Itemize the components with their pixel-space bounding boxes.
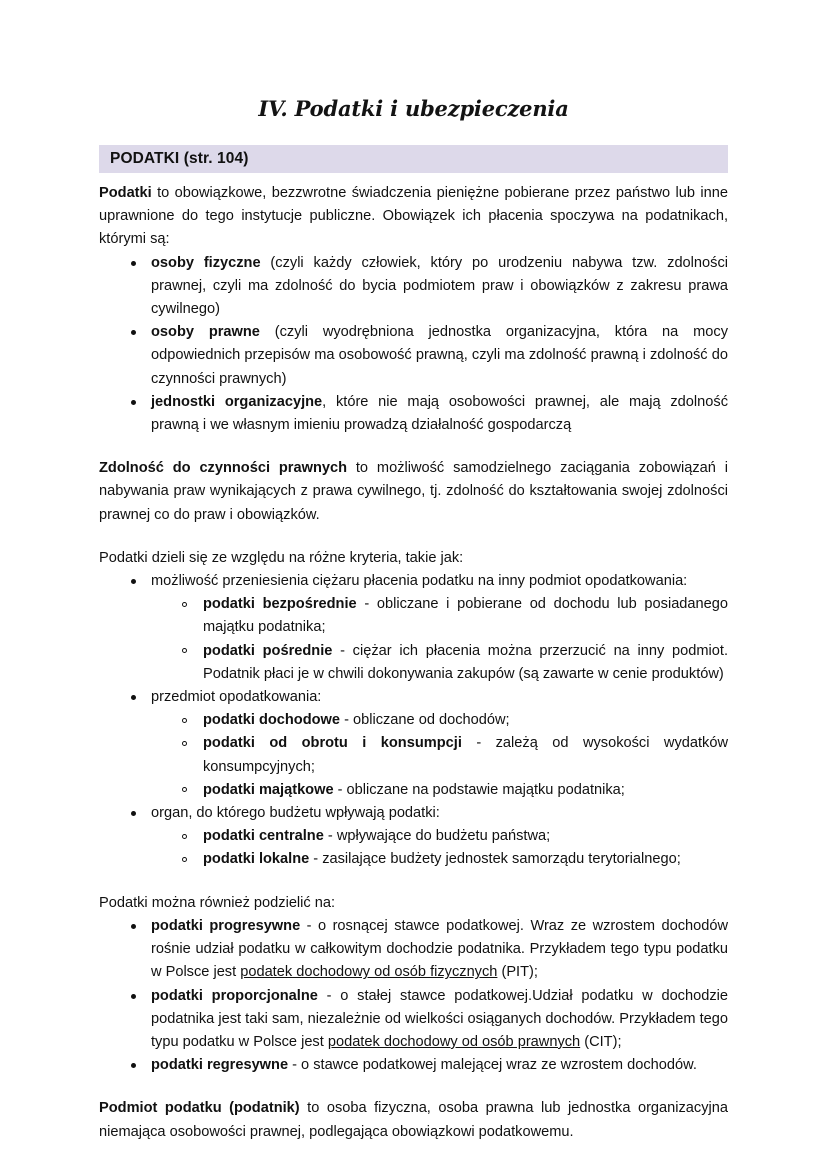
list-item	[99, 686, 728, 802]
list-item	[151, 779, 728, 802]
page-title: IV. Podatki i ubezpieczenia	[258, 96, 569, 121]
list-item-text: - obliczane na podstawie majątku podatnika;	[333, 781, 625, 798]
list-item-term: podatki regresywne	[151, 1057, 289, 1074]
list-item	[151, 732, 728, 778]
list-item	[99, 802, 728, 872]
bullet-circle-icon	[182, 718, 187, 723]
criteria-heading: możliwość przeniesienia ciężaru płacenia podatku na inny podmiot opodatkowania:	[151, 573, 688, 590]
list-item-term: podatki dochodowe	[203, 712, 341, 729]
criteria-heading: organ, do którego budżetu wpływają podatki:	[151, 805, 440, 822]
bullet-disc-icon	[131, 994, 136, 999]
rates-list	[99, 915, 728, 1077]
bullet-disc-icon	[131, 400, 136, 405]
list-item-text: (czyli każdy człowiek, który po urodzeniu nabywa tzw. zdolności prawnej, czyli ma zdolność do bycia podmiotem praw i obowiązków z zakresu prawa cywilnego)	[151, 254, 728, 318]
bullet-disc-icon	[131, 924, 136, 929]
bullet-circle-icon	[182, 857, 187, 862]
list-item-text: (czyli wyodrębniona jednostka organizacyjna, która na mocy odpowiednich przepisów ma osobowość prawną, czyli ma zdolność prawną i zdolność do czynności prawnych)	[151, 324, 728, 387]
list-item-text: , które nie mają osobowości prawnej, ale mają zdolność prawną i we własnym imieniu prowadzą działalność gospodarczą	[151, 393, 728, 434]
intro-lead-bold: Podatki	[99, 185, 152, 201]
bullet-disc-icon	[131, 695, 136, 700]
list-item-term: podatki od obrotu i konsumpcji	[203, 735, 462, 752]
list-item-term: podatki pośrednie	[203, 642, 333, 659]
bullet-circle-icon	[182, 741, 187, 746]
bullet-circle-icon	[182, 787, 187, 792]
bullet-circle-icon	[182, 834, 187, 839]
list-item-underlined-term: podatek dochodowy od osób fizycznych	[240, 964, 498, 981]
list-item-term: podatki proporcjonalne	[151, 987, 318, 1004]
document-body	[99, 182, 728, 1144]
list-item-text: - o stawce podatkowej malejącej wraz ze wzrostem dochodów.	[288, 1057, 697, 1074]
section-banner-label: PODATKI (str. 104)	[110, 150, 249, 167]
list-item-text: - obliczane od dochodów;	[340, 712, 510, 729]
legal-capacity-text: to możliwość samodzielnego zaciągania zobowiązań i nabywania praw wynikających z prawa cywilnego, tj. zdolność do kształtowania swojej zdolności prawnej co do praw i obowiązków.	[99, 460, 728, 523]
spacer	[99, 1077, 728, 1097]
list-item-term: podatki majątkowe	[203, 781, 334, 798]
list-item	[151, 825, 728, 848]
bullet-disc-icon	[131, 811, 136, 816]
intro-lead-rest: to obowiązkowe, bezzwrotne świadczenia pieniężne pobierane przez państwo lub inne uprawnione do tego instytucje publiczne. Obowiązek ich płacenia spoczywa na podatnikach, którymi są:	[99, 185, 728, 248]
legal-capacity-paragraph	[99, 457, 728, 527]
criteria-sublist	[151, 593, 728, 686]
subject-term: Podmiot podatku (podatnik)	[99, 1100, 300, 1117]
list-item-term: podatki centralne	[203, 828, 324, 845]
bullet-disc-icon	[131, 330, 136, 335]
list-item-term: osoby prawne	[151, 324, 260, 341]
list-item	[99, 391, 728, 437]
list-item	[99, 321, 728, 391]
list-item-text: - zasilające budżety jednostek samorządu terytorialnego;	[309, 851, 681, 868]
subject-text: to osoba fizyczna, osoba prawna lub jednostka organizacyjna niemająca osobowości prawnej, podlegająca obowiązkowi podatkowemu.	[99, 1100, 728, 1140]
subject-paragraph	[99, 1097, 728, 1143]
list-item-tail: (PIT);	[497, 964, 538, 981]
criteria-intro: Podatki dzieli się ze względu na różne kryteria, takie jak:	[99, 549, 464, 566]
list-item-text: - zależą od wysokości wydatków konsumpcyjnych;	[203, 735, 728, 775]
spacer	[99, 527, 728, 547]
list-item-tail: (CIT);	[580, 1033, 622, 1050]
list-item-text: - o rosnącej stawce podatkowej. Wraz ze wzrostem dochodów rośnie udział podatku w całkowitym dochodzie podatnika. Przykładem tego typu podatku w Polsce jest	[151, 917, 729, 981]
bullet-disc-icon	[131, 1063, 136, 1068]
list-item-text: - obliczane i pobierane od dochodu lub posiadanego majątku podatnika;	[203, 596, 729, 636]
section-banner	[99, 145, 728, 173]
list-item-text: - wpływające do budżetu państwa;	[323, 828, 551, 845]
list-item-term: podatki bezpośrednie	[203, 596, 357, 613]
list-item	[99, 570, 728, 686]
list-item	[99, 985, 728, 1055]
rates-intro: Podatki można również podzielić na:	[99, 894, 336, 911]
criteria-heading: przedmiot opodatkowania:	[151, 689, 322, 706]
spacer	[99, 437, 728, 457]
bullet-disc-icon	[131, 579, 136, 584]
bullet-circle-icon	[182, 602, 187, 607]
list-item	[99, 915, 728, 985]
legal-capacity-term: Zdolność do czynności prawnych	[99, 460, 347, 477]
list-item-text: - ciężar ich płacenia można przerzucić na inny podmiot. Podatnik płaci je w chwili dokonywania zakupów (są zawarte w cenie produktów)	[203, 642, 728, 682]
criteria-list	[99, 570, 728, 872]
list-item	[99, 252, 728, 322]
intro-paragraph	[99, 182, 728, 252]
list-item-term: podatki progresywne	[151, 917, 301, 934]
criteria-sublist	[151, 825, 728, 871]
criteria-sublist	[151, 709, 728, 802]
list-item	[151, 640, 728, 686]
list-item	[151, 593, 728, 639]
list-item-text: - o stałej stawce podatkowej.Udział podatku w dochodzie podatnika jest taki sam, niezależnie od wielkości osiąganych dochodów. Przykładem tego typu podatku w Polsce jest	[151, 987, 728, 1050]
list-item-term: osoby fizyczne	[151, 254, 261, 271]
list-item-term: podatki lokalne	[203, 851, 310, 868]
bullet-circle-icon	[182, 648, 187, 653]
bullet-disc-icon	[131, 261, 136, 266]
taxpayers-list	[99, 252, 728, 438]
list-item-term: jednostki organizacyjne	[151, 393, 323, 410]
list-item	[151, 848, 728, 871]
list-item-underlined-term: podatek dochodowy od osób prawnych	[327, 1033, 581, 1050]
spacer	[99, 872, 728, 892]
list-item	[99, 1054, 728, 1077]
list-item	[151, 709, 728, 732]
